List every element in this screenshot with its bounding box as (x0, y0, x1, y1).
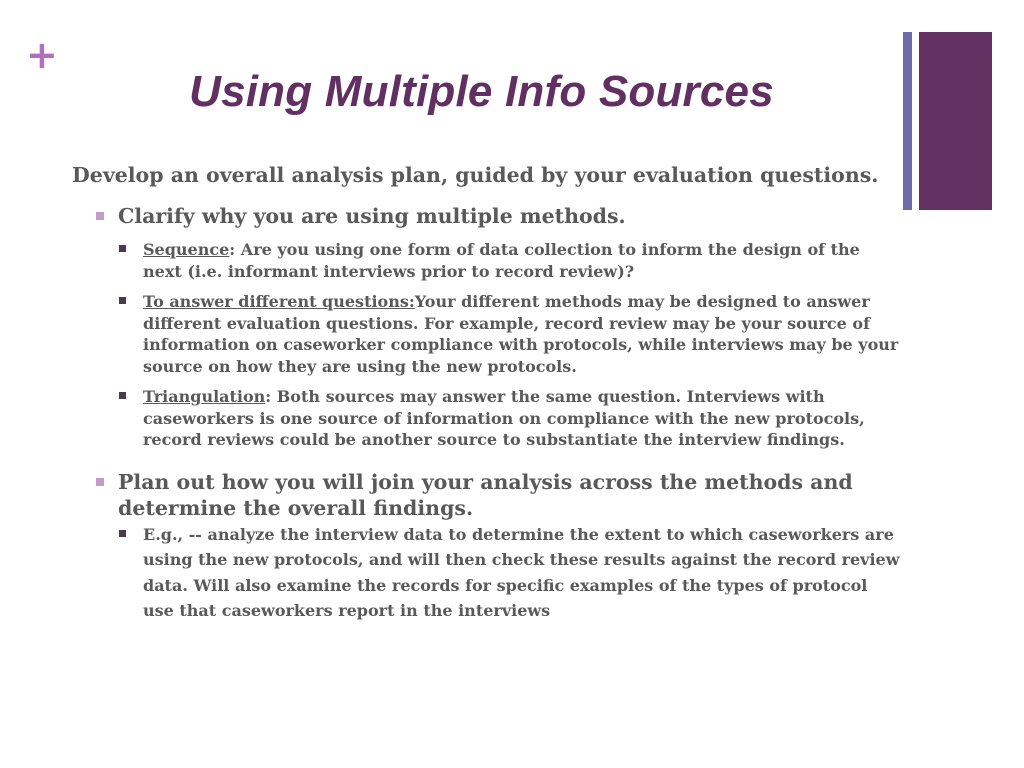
intro-text: Develop an overall analysis plan, guided by your evaluation questions. (72, 163, 879, 187)
sub-bullet-triangulation (72, 386, 902, 451)
sub-bullet-square-icon (119, 297, 126, 304)
sub-bullet-text: : Are you using one form of data collection to inform the design of the next (i.e. informant interviews prior to record review)? (143, 240, 860, 281)
decor-bar-thick (919, 32, 992, 210)
term-triangulation: Triangulation (143, 387, 266, 406)
term-sequence: Sequence (143, 240, 230, 259)
bullet-text: Clarify why you are using multiple methods. (118, 204, 626, 228)
bullet-clarify (72, 203, 902, 229)
bullet-square-icon (96, 478, 104, 486)
sub-bullet-square-icon (119, 392, 126, 399)
plus-icon: + (26, 33, 58, 77)
sub-bullet-square-icon (119, 530, 126, 537)
sub-bullet-text: : Both sources may answer the same question. Interviews with caseworkers is one source of information on compliance with the new protocols, record reviews could be another source to substantiate the interview findings. (143, 387, 865, 449)
bullet-plan (72, 469, 902, 521)
bullet-square-icon (96, 212, 104, 220)
term-different-questions: To answer different questions: (143, 292, 415, 311)
bullet-text: Plan out how you will join your analysis across the methods and determine the overall findings. (118, 469, 853, 520)
slide-title: Using Multiple Info Sources (189, 67, 774, 116)
slide-body (72, 162, 902, 624)
sub-bullet-square-icon (119, 245, 126, 252)
decor-bar-thin (903, 32, 912, 210)
sub-bullet-example (72, 522, 902, 624)
sub-bullet-sequence (72, 239, 902, 282)
sub-bullet-text: Your different methods may be designed to answer different evaluation questions. For example, record review may be your source of information on caseworker compliance with protocols, while interviews may be your source on how they are using the new protocols. (143, 292, 899, 376)
sub-bullet-text: E.g., -- analyze the interview data to determine the extent to which caseworkers are using the new protocols, and will then check these results against the record review data. Will also examine the records for specific examples of the types of protocol use that caseworkers report in the interviews (143, 524, 900, 620)
sub-bullet-different-questions (72, 291, 902, 377)
